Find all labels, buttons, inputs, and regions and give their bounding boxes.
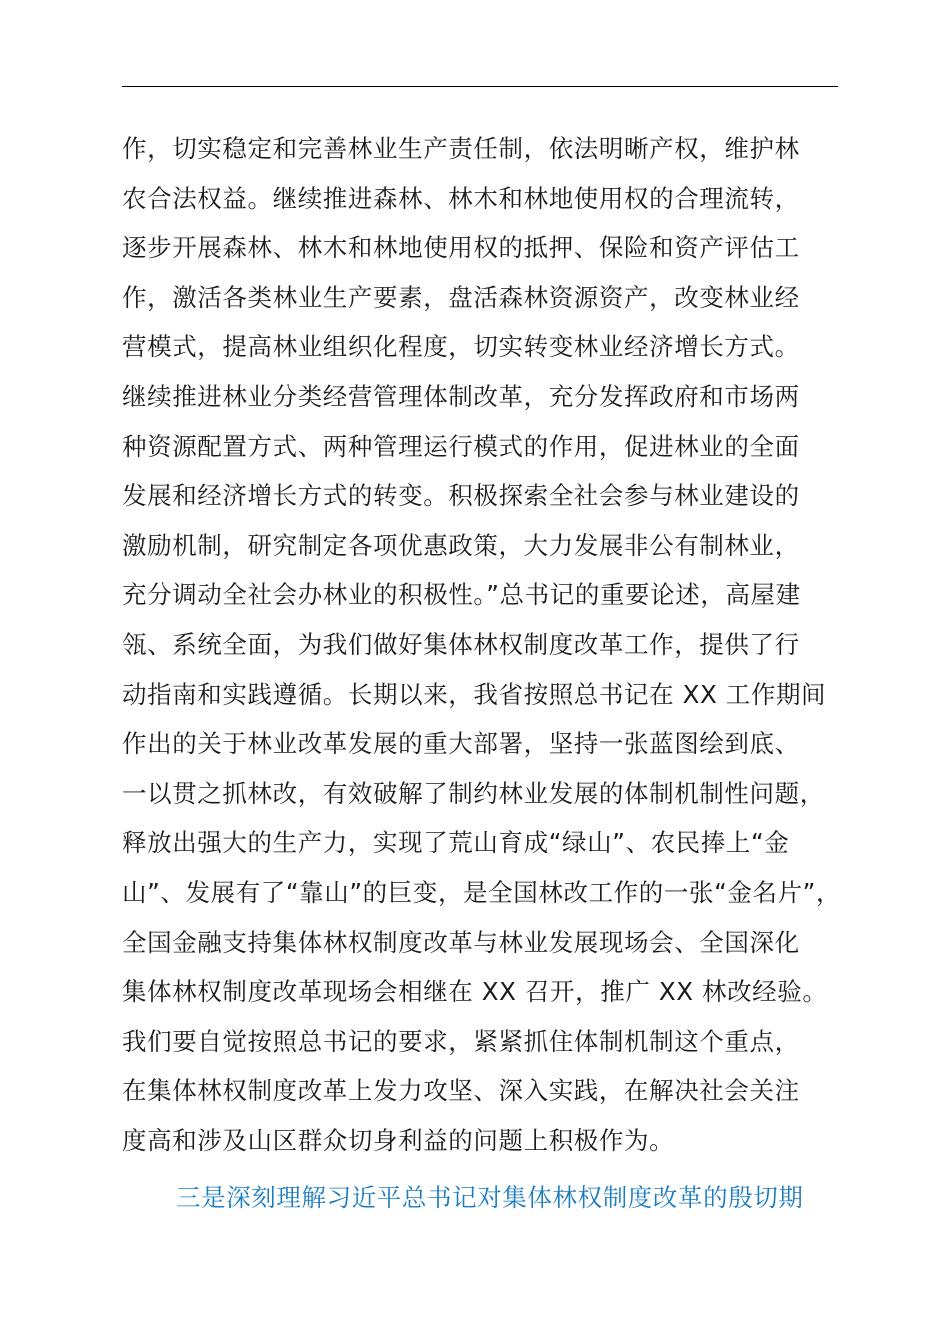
paragraph-line: 一以贯之抓林改，有效破解了制约林业发展的体制机制性问题，: [122, 778, 825, 808]
paragraph-line: 继续推进林业分类经营管理体制改革，充分发挥政府和市场两: [122, 381, 800, 411]
paragraph-line: 发展和经济增长方式的转变。积极探索全社会参与林业建设的: [122, 481, 800, 511]
paragraph-line: 释放出强大的生产力，实现了荒山育成“绿山”、农民捧上“金: [122, 828, 790, 858]
header-rule: [122, 86, 838, 87]
paragraph-line: 农合法权益。继续推进森林、林木和林地使用权的合理流转，: [122, 183, 800, 213]
paragraph-line: 山”、发展有了“靠山”的巨变，是全国林改工作的一张“金名片”，: [122, 877, 842, 907]
paragraph-line: 营模式，提高林业组织化程度，切实转变林业经济增长方式。: [122, 332, 800, 362]
paragraph-line: 集体林权制度改革现场会相继在 XX 召开，推广 XX 林改经验。: [122, 977, 828, 1007]
paragraph-line: 种资源配置方式、两种管理运行模式的作用，促进林业的全面: [122, 431, 800, 461]
paragraph-body: [122, 124, 882, 1165]
paragraph-line: 全国金融支持集体林权制度改革与林业发展现场会、全国深化: [122, 927, 800, 957]
paragraph-line: 作，激活各类林业生产要素，盘活森林资源资产，改变林业经: [122, 282, 800, 312]
paragraph-line: 在集体林权制度改革上发力攻坚、深入实践，在解决社会关注: [122, 1076, 800, 1106]
paragraph-line: 逐步开展森林、林木和林地使用权的抵押、保险和资产评估工: [122, 233, 800, 263]
paragraph-line: 瓴、系统全面，为我们做好集体林权制度改革工作，提供了行: [122, 629, 800, 659]
paragraph-line: 动指南和实践遵循。长期以来，我省按照总书记在 XX 工作期间: [122, 679, 827, 709]
paragraph-line: 度高和涉及山区群众切身利益的问题上积极作为。: [122, 1125, 675, 1155]
paragraph-line: 作，切实稳定和完善林业生产责任制，依法明晰产权，维护林: [122, 134, 800, 163]
section-heading: 三是深刻理解习近平总书记对集体林权制度改革的殷切期: [176, 1183, 804, 1212]
paragraph-line: 充分调动全社会办林业的积极性。”总书记的重要论述，高屋建: [122, 580, 801, 610]
paragraph-line: 激励机制，研究制定各项优惠政策，大力发展非公有制林业，: [122, 530, 800, 560]
paragraph-line: 我们要自觉按照总书记的要求，紧紧抓住体制机制这个重点，: [122, 1026, 800, 1056]
paragraph-line: 作出的关于林业改革发展的重大部署，坚持一张蓝图绘到底、: [122, 729, 800, 759]
